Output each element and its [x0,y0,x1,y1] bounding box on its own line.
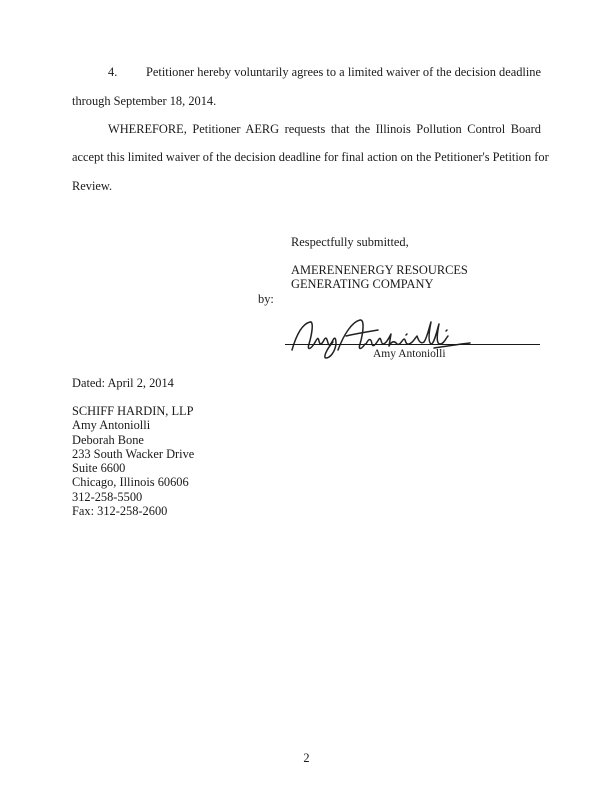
page-number: 2 [303,751,310,765]
counsel-line: 312-258-5500 [72,489,143,504]
wherefore-line-2: accept this limited waiver of the decision deadline for final action on the Petitioner's Petition for [72,150,549,164]
counsel-line: SCHIFF HARDIN, LLP [72,404,194,418]
counsel-block [72,404,194,518]
paragraph-4-line-2: through September 18, 2014. [72,94,217,108]
counsel-line: Fax: 312-258-2600 [72,504,168,519]
paragraph-number: 4. [108,65,118,79]
by-label: by: [258,292,274,306]
wherefore-line-1: WHEREFORE, Petitioner AERG requests that the Illinois Pollution Control Board [108,122,541,136]
paragraph-4-line-1: Petitioner hereby voluntarily agrees to a limited waiver of the decision deadline [146,65,541,79]
company-line-1: AMERENENERGY RESOURCES [291,263,468,277]
company-name [291,263,468,292]
wherefore-line-3: Review. [72,179,113,193]
counsel-line: Suite 6600 [72,461,126,476]
dated-line: Dated: April 2, 2014 [72,376,174,390]
company-line-2: GENERATING COMPANY [291,277,434,292]
counsel-line: Chicago, Illinois 60606 [72,475,189,490]
counsel-line: Deborah Bone [72,432,144,447]
signature-name: Amy Antoniolli [373,348,446,360]
counsel-line: Amy Antoniolli [72,418,151,433]
counsel-line: 233 South Wacker Drive [72,446,195,461]
respectfully-submitted: Respectfully submitted, [291,235,409,249]
signature-line [285,344,540,345]
